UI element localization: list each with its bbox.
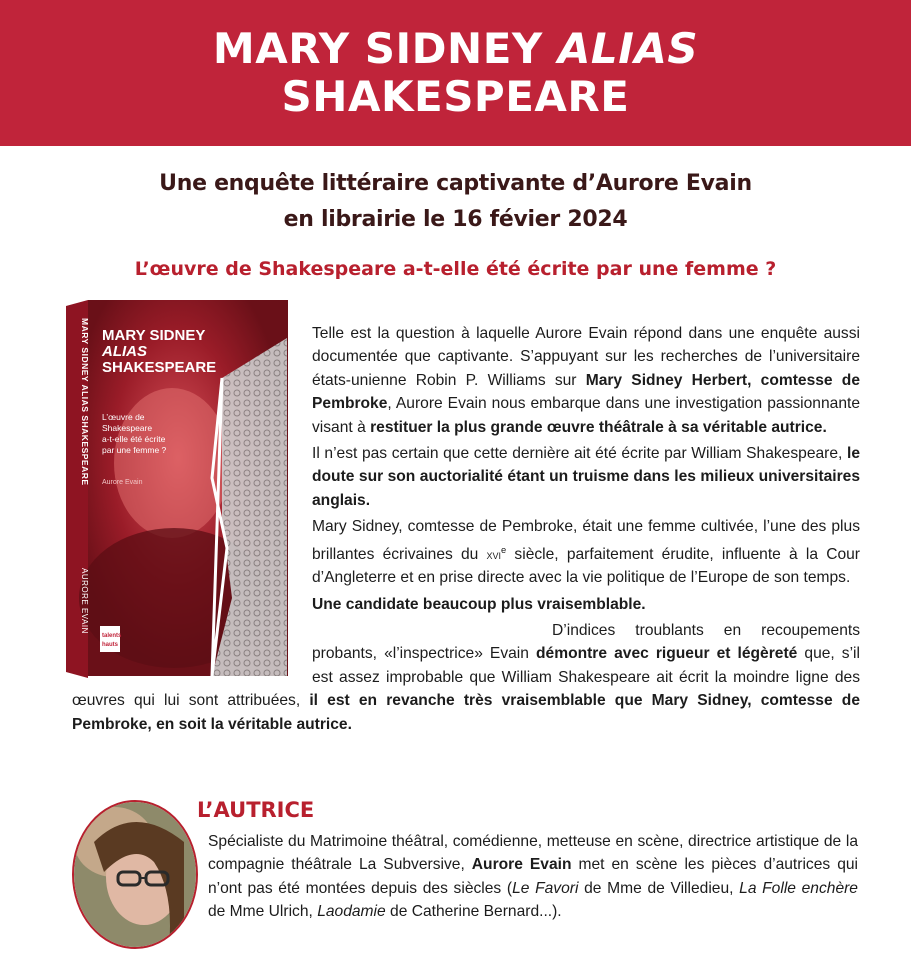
question-heading: L’œuvre de Shakespeare a-t-elle été écrite par une femme ? [134, 258, 777, 280]
author-heading: L’AUTRICE [197, 798, 315, 822]
book-title-1: MARY SIDNEY [102, 327, 206, 344]
book-title-2: ALIAS [102, 343, 147, 360]
paragraph-2: Il n’est pas certain que cette dernière ait été écrite par William Shakespeare, le doute sur son auctorialité étant un truisme dans les milieux universitaires anglais. [312, 445, 860, 509]
body-text [72, 322, 860, 739]
paragraph-4: Une candidate beaucoup plus vraisemblable. [312, 595, 646, 613]
book-tagline-2: Shakespeare [102, 423, 153, 433]
paragraph-3: Mary Sidney, comtesse de Pembroke, était une femme cultivée, l’une des plus brillantes écrivaines du xvi$^e$ siècle, parfaitement érudite, influente à la Cour d’Angleterre et en prise directe avec la vie politique de l’Europe de son temps. [312, 518, 860, 587]
title-banner [0, 0, 911, 146]
book-spine-author: AURORE EVAIN [80, 568, 89, 634]
publisher-name-1: talents [102, 633, 122, 639]
subtitle [0, 166, 911, 238]
book-tagline-1: L’œuvre de [102, 412, 145, 422]
publisher-name-2: hauts [102, 642, 119, 648]
book-author: Aurore Evain [102, 479, 143, 486]
author-bio: Spécialiste du Matrimoine théâtral, comédienne, metteuse en scène, directrice artistique de la compagnie théâtrale La Subversive, Aurore Evain met en scène les pièces d’autrices qui n’ont pas été montées depuis des siècles (Le Favori de Mme de Villedieu, La Folle enchère de Mme Ulrich, Laodamie de Catherine Bernard...). [208, 833, 858, 921]
title-line-1: MARY SIDNEY ALIAS [212, 24, 699, 73]
paragraph-1: Telle est la question à laquelle Aurore Evain répond dans une enquête aussi documentée que captivante. S’appuyant sur les recherches de l’universitaire états-unienne Robin P. Williams sur Mary Sidney Herbert, comtesse de Pembroke, Aurore Evain nous embarque dans une investigation passionnante visant à restituer la plus grande œuvre théâtrale à sa véritable autrice. [312, 325, 860, 436]
author-photo [72, 800, 198, 949]
subtitle-line-2: en librairie le 16 févier 2024 [283, 207, 628, 232]
title-line-2: SHAKESPEARE [281, 72, 630, 121]
book-spine-title: MARY SIDNEY ALIAS SHAKESPEARE [80, 318, 90, 486]
book-tagline-4: par une femme ? [102, 445, 167, 455]
paragraph-5: D’indices troublants en recoupements probants, «l’inspectrice» Evain démontre avec rigueur et légèreté que, s’il est assez improbable que William Shakespeare ait écrit la moindre ligne des œuvres qui lui sont attribuées, il est en revanche très vraisemblable que Mary Sidney, comtesse de Pembroke, en soit la véritable autrice. [72, 622, 860, 733]
subtitle-line-1: Une enquête littéraire captivante d’Aurore Evain [159, 171, 752, 196]
book-tagline-3: a-t-elle été écrite [102, 434, 166, 444]
book-title-3: SHAKESPEARE [102, 359, 217, 376]
